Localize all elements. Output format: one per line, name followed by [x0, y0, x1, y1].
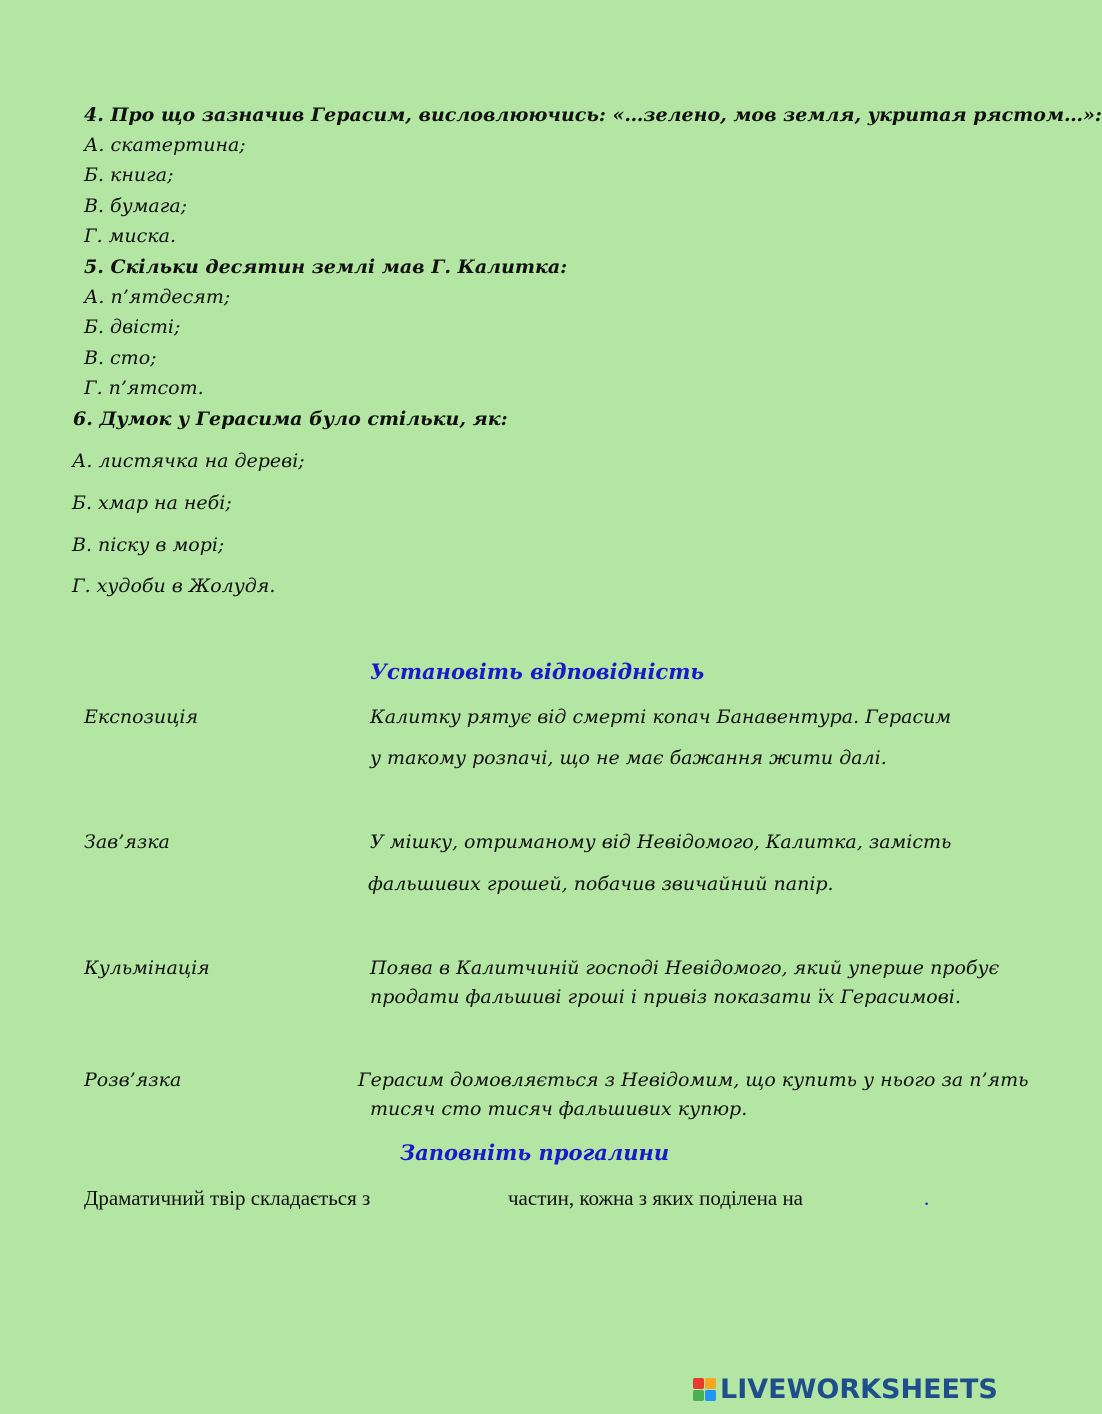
logo-square — [705, 1390, 716, 1401]
q5-option-b: Б. двісті; — [84, 316, 181, 338]
fill-blank-division[interactable] — [838, 1184, 926, 1216]
q5-option-a: А. п’ятдесят; — [84, 286, 231, 308]
q5-option-c: В. сто; — [84, 347, 157, 369]
match-desc-2-line-2: фальшивих грошей, побачив звичайний папір. — [368, 873, 834, 895]
logo-text: LIVEWORKSHEETS — [720, 1373, 998, 1405]
match-title: Установіть відповідність — [370, 659, 705, 684]
liveworksheets-logo — [693, 1372, 998, 1406]
match-desc-3-line-2: продати фальшиві гроші і привіз показати їх Герасимові. — [370, 986, 961, 1008]
q6-option-c: В. піску в морі; — [72, 534, 225, 556]
question-6: 6. Думок у Герасима було стільки, як: — [73, 408, 508, 430]
match-term-plot: Зав’язка — [84, 831, 170, 853]
fill-sentence-end: . — [924, 1186, 930, 1210]
q6-option-d: Г. худоби в Жолудя. — [72, 575, 276, 597]
q4-option-d: Г. миска. — [84, 225, 177, 247]
q4-option-c: В. бумага; — [84, 195, 188, 217]
fill-sentence-part-1: Драматичний твір складається з — [84, 1186, 371, 1210]
q6-option-b: Б. хмар на небі; — [72, 492, 232, 514]
match-term-exposition: Експозиція — [84, 706, 199, 728]
logo-mark-icon — [693, 1378, 716, 1401]
question-4: 4. Про що зазначив Герасим, висловлюючись: «…зелено, мов земля, укритая рястом…»: — [84, 104, 1102, 126]
logo-square — [693, 1378, 704, 1389]
question-5: 5. Скільки десятин землі мав Г. Калитка: — [84, 256, 568, 278]
match-term-climax: Кульмінація — [84, 957, 210, 979]
match-desc-4-line-1: Герасим домовляється з Невідомим, що купить у нього за п’ять — [358, 1069, 1029, 1091]
match-desc-1-line-2: у такому розпачі, що не має бажання жити далі. — [370, 747, 887, 769]
fill-title: Заповніть прогалини — [400, 1140, 670, 1165]
match-term-resolution: Розв’язка — [84, 1069, 182, 1091]
logo-square — [693, 1390, 704, 1401]
match-desc-2-line-1: У мішку, отриманому від Невідомого, Калитка, замість — [370, 831, 952, 853]
match-desc-4-line-2: тисяч сто тисяч фальшивих купюр. — [370, 1098, 748, 1120]
q4-option-b: Б. книга; — [84, 164, 174, 186]
logo-square — [705, 1378, 716, 1389]
q4-option-a: А. скатертина; — [84, 134, 246, 156]
match-desc-1-line-1: Калитку рятує від смерті копач Банавентура. Герасим — [370, 706, 952, 728]
q5-option-d: Г. п’ятсот. — [84, 377, 204, 399]
q6-option-a: А. листячка на дереві; — [72, 450, 305, 472]
match-desc-3-line-1: Поява в Калитчиній господі Невідомого, який уперше пробує — [370, 957, 1000, 979]
fill-blank-parts-count[interactable] — [404, 1184, 506, 1216]
fill-sentence-part-2: частин, кожна з яких поділена на — [508, 1186, 804, 1210]
